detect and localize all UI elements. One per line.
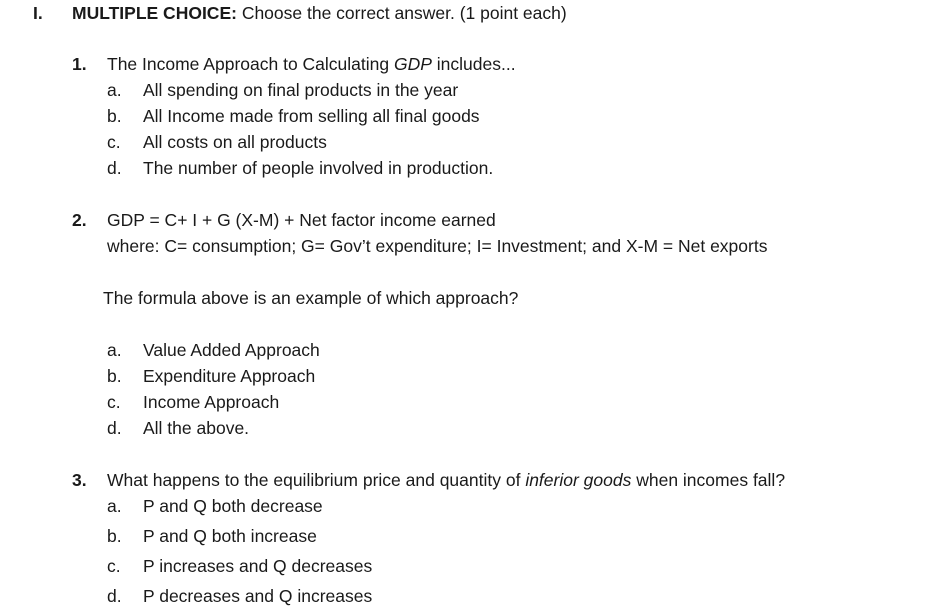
question-2-option-c-text: Income Approach (143, 392, 280, 412)
question-3-option-c-letter: c. (107, 556, 121, 576)
question-3-option-a-text: P and Q both decrease (143, 496, 323, 516)
question-3-option-a-letter: a. (107, 496, 122, 516)
question-2-number: 2. (72, 210, 87, 230)
section-heading-bold: MULTIPLE CHOICE: (72, 3, 237, 23)
question-1-option-b-letter: b. (107, 106, 122, 126)
question-1-option-d-text: The number of people involved in production. (143, 158, 494, 178)
question-1-option-c-text: All costs on all products (143, 132, 327, 152)
question-2-where: where: C= consumption; G= Gov’t expenditure; I= Investment; and X-M = Net exports (107, 236, 768, 256)
question-1-number: 1. (72, 54, 87, 74)
question-3-option-b-text: P and Q both increase (143, 526, 317, 546)
question-1-stem (107, 53, 516, 75)
question-1-option-b-text: All Income made from selling all final goods (143, 106, 480, 126)
section-numeral: I. (33, 3, 43, 23)
question-3-number: 3. (72, 470, 87, 490)
question-3-option-d-letter: d. (107, 586, 122, 606)
question-1-option-a-letter: a. (107, 80, 122, 100)
question-2-option-d-letter: d. (107, 418, 122, 438)
question-3-stem-before: What happens to the equilibrium price and quantity of (107, 470, 526, 490)
question-3-option-d-text: P decreases and Q increases (143, 586, 373, 606)
question-2-option-b-letter: b. (107, 366, 122, 386)
question-1-option-c-letter: c. (107, 132, 121, 152)
question-2-option-a-text: Value Added Approach (143, 340, 320, 360)
question-1-stem-after: includes... (431, 54, 516, 74)
question-2-option-d-text: All the above. (143, 418, 250, 438)
question-1-stem-italic: GDP (393, 54, 432, 74)
question-1-option-a-text: All spending on final products in the year (143, 80, 459, 100)
question-3-option-b-letter: b. (107, 526, 122, 546)
section-heading (72, 2, 567, 24)
question-2-formula: GDP = C+ I + G (X-M) + Net factor income earned (107, 210, 496, 230)
question-2-option-b-text: Expenditure Approach (143, 366, 316, 386)
question-3-option-c-text: P increases and Q decreases (143, 556, 373, 576)
question-3-stem-italic: inferior goods (525, 470, 632, 490)
question-1-stem-before: The Income Approach to Calculating (107, 54, 394, 74)
question-2-question: The formula above is an example of which approach? (103, 288, 519, 308)
question-1-option-d-letter: d. (107, 158, 122, 178)
section-heading-rest: Choose the correct answer. (1 point each) (236, 3, 567, 23)
question-3-stem (107, 469, 785, 491)
question-2-option-c-letter: c. (107, 392, 121, 412)
question-2-option-a-letter: a. (107, 340, 122, 360)
question-3-stem-after: when incomes fall? (631, 470, 786, 490)
